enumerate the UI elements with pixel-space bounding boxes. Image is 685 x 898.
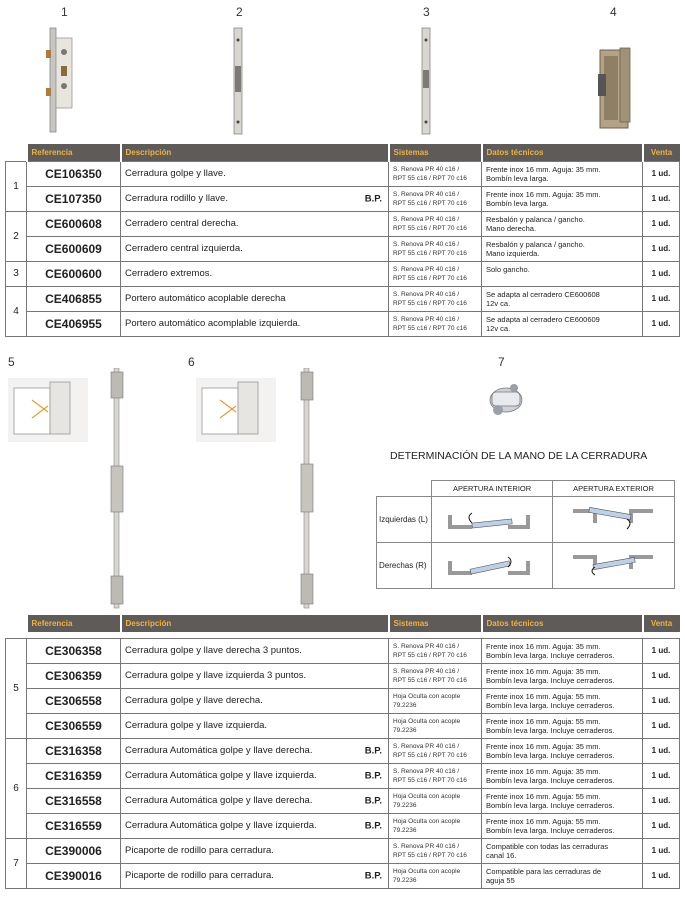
technical-line-2: Bombín leva larga. Incluye cerraderos. [486,750,615,760]
systems-line-1: S. Renova PR 40 c16 / [393,642,460,650]
technical-data-cell [482,663,643,688]
technical-data-cell [482,211,643,236]
table-row [6,638,680,663]
sale-unit: 1 ud. [643,236,680,261]
systems-cell [389,863,482,888]
product-description [121,738,389,763]
group-number: 7 [6,838,27,888]
header-datos-tecnicos: Datos técnicos [482,144,643,161]
hand-determination-table [376,480,675,589]
systems-cell [389,763,482,788]
products-table-2 [5,615,680,889]
product-number-3: 3 [423,5,430,19]
sale-unit: 1 ud. [643,638,680,663]
sale-unit: 1 ud. [643,688,680,713]
description-text: Cerradero central izquierda. [125,243,243,254]
header-descripcion: Descripción [121,615,389,632]
description-text: Cerradero extremos. [125,268,213,279]
products-table-1 [5,144,680,337]
table-row [6,236,680,261]
technical-line-1: Frente inox 16 mm. Aguja: 55 mm. [486,716,601,726]
reference-code: CE316359 [27,763,121,788]
systems-cell [389,813,482,838]
systems-line-1: S. Renova PR 40 c16 / [393,240,460,248]
multipoint-lock-5-image [104,368,128,610]
description-text: Cerradura Automática golpe y llave derecha. [125,745,313,756]
product-description [121,763,389,788]
door-swing-icon [432,543,551,586]
product-number-7: 7 [498,355,505,369]
technical-line-1: Resbalón y palanca / gancho. [486,239,585,249]
systems-line-1: S. Renova PR 40 c16 / [393,742,460,750]
header-apertura-interior: APERTURA INTERIOR [432,481,553,497]
door-illustration-6 [196,378,276,442]
technical-line-1: Compatible con todas las cerraduras [486,841,609,851]
description-text: Cerradura golpe y llave derecha. [125,695,263,706]
systems-line-2: RPT 55 c16 / RPT 70 c16 [393,676,467,684]
reference-code: CE306558 [27,688,121,713]
header-apertura-exterior: APERTURA EXTERIOR [553,481,675,497]
systems-cell [389,688,482,713]
group-number: 2 [6,211,27,261]
description-text: Cerradura Automática golpe y llave derecha. [125,795,313,806]
table-row [6,688,680,713]
table-row [6,161,680,186]
product-number-2: 2 [236,5,243,19]
reference-code: CE106350 [27,161,121,186]
technical-data-cell [482,863,643,888]
systems-cell [389,738,482,763]
header-venta: Venta [643,615,680,632]
technical-line-1: Solo gancho. [486,264,530,274]
systems-cell [389,838,482,863]
diagram-right-interior [432,543,553,589]
reference-code: CE107350 [27,186,121,211]
technical-data-cell [482,186,643,211]
product-description [121,161,389,186]
technical-line-2: Mano izquierda. [486,248,540,258]
header-referencia: Referencia [27,144,121,161]
hand-determination-title: DETERMINACIÓN DE LA MANO DE LA CERRADURA [390,450,648,462]
product-description [121,186,389,211]
technical-data-cell [482,638,643,663]
bp-badge: B.P. [364,870,382,881]
description-text: Cerradura rodillo y llave. [125,193,228,204]
header-venta: Venta [643,144,680,161]
table-row [6,211,680,236]
header-sistemas: Sistemas [389,144,482,161]
reference-code: CE600600 [27,261,121,286]
technical-data-cell [482,311,643,336]
product-description [121,713,389,738]
row-label-izquierdas: Izquierdas (L) [377,497,432,543]
reference-code: CE390006 [27,838,121,863]
technical-line-2: Bombín leva larga. Incluye cerraderos. [486,775,615,785]
technical-line-2: 12v ca. [486,298,511,308]
reference-code: CE390016 [27,863,121,888]
reference-code: CE406955 [27,311,121,336]
systems-cell [389,663,482,688]
technical-line-1: Frente inox 16 mm. Aguja: 55 mm. [486,791,601,801]
systems-cell [389,788,482,813]
product-description [121,236,389,261]
product-description [121,261,389,286]
technical-data-cell [482,261,643,286]
technical-line-1: Frente inox 16 mm. Aguja: 55 mm. [486,691,601,701]
technical-line-1: Frente inox 16 mm. Aguja: 35 mm. [486,641,601,651]
reference-code: CE316558 [27,788,121,813]
reference-code: CE306559 [27,713,121,738]
systems-cell [389,161,482,186]
technical-line-2: canal 16. [486,850,517,860]
product-description [121,788,389,813]
technical-data-cell [482,838,643,863]
systems-line-1: S. Renova PR 40 c16 / [393,265,460,273]
sale-unit: 1 ud. [643,813,680,838]
row-label-derechas: Derechas (R) [377,543,432,589]
technical-line-1: Se adapta al cerradero CE600609 [486,314,600,324]
sale-unit: 1 ud. [643,713,680,738]
technical-data-cell [482,236,643,261]
reference-code: CE306359 [27,663,121,688]
door-illustration-5 [8,378,88,442]
table-row [6,713,680,738]
group-number: 4 [6,286,27,336]
systems-line-1: S. Renova PR 40 c16 / [393,767,460,775]
systems-cell [389,311,482,336]
systems-line-1: S. Renova PR 40 c16 / [393,842,460,850]
sale-unit: 1 ud. [643,788,680,813]
product-description [121,813,389,838]
product-description [121,688,389,713]
product-description [121,863,389,888]
sale-unit: 1 ud. [643,186,680,211]
product-description [121,311,389,336]
group-number: 6 [6,738,27,838]
table-row [6,738,680,763]
systems-line-1: S. Renova PR 40 c16 / [393,290,460,298]
systems-line-1: S. Renova PR 40 c16 / [393,215,460,223]
systems-cell [389,638,482,663]
header-sistemas: Sistemas [389,615,482,632]
sale-unit: 1 ud. [643,286,680,311]
technical-data-cell [482,813,643,838]
technical-data-cell [482,788,643,813]
strike-plate-end-image [416,26,436,138]
systems-line-1: Hoja Oculta con acople [393,792,461,800]
systems-line-1: Hoja Oculta con acople [393,867,461,875]
systems-line-2: 79.2236 [393,876,417,884]
systems-cell [389,286,482,311]
table-row [6,788,680,813]
table-row [6,813,680,838]
reference-code: CE316358 [27,738,121,763]
group-number: 5 [6,638,27,738]
technical-line-1: Frente inox 16 mm. Aguja: 55 mm. [486,816,601,826]
technical-line-1: Frente inox 16 mm. Aguja: 35 mm. [486,741,601,751]
technical-line-1: Frente inox 16 mm. Aguja: 35 mm. [486,189,601,199]
product-number-4: 4 [610,5,617,19]
bp-badge: B.P. [364,770,382,781]
product-description [121,286,389,311]
bp-badge: B.P. [364,795,382,806]
technical-line-2: Bombín leva larga. Incluye cerraderos. [486,800,615,810]
systems-line-2: RPT 55 c16 / RPT 70 c16 [393,299,467,307]
bp-badge: B.P. [364,193,382,204]
product-description [121,638,389,663]
reference-code: CE406855 [27,286,121,311]
product-description [121,211,389,236]
door-swing-icon [432,497,551,540]
header-descripcion: Descripción [121,144,389,161]
technical-line-2: 12v ca. [486,323,511,333]
table-row [6,261,680,286]
technical-line-2: Bombín leva larga. [486,173,549,183]
door-swing-icon [553,543,673,586]
table-row [6,186,680,211]
systems-line-2: RPT 55 c16 / RPT 70 c16 [393,324,467,332]
systems-line-1: S. Renova PR 40 c16 / [393,667,460,675]
technical-line-2: Bombín leva larga. Incluye cerraderos. [486,675,615,685]
multipoint-lock-6-image [294,368,318,610]
systems-line-1: Hoja Oculta con acople [393,692,461,700]
systems-line-2: RPT 55 c16 / RPT 70 c16 [393,249,467,257]
systems-line-2: RPT 55 c16 / RPT 70 c16 [393,224,467,232]
technical-line-1: Compatible para las cerraduras de [486,866,602,876]
diagram-left-interior [432,497,553,543]
lock-body-image [40,22,80,134]
systems-cell [389,186,482,211]
roller-latch-image [478,370,534,426]
technical-data-cell [482,161,643,186]
description-text: Portero automático acoplable derecha [125,293,286,304]
reference-code: CE316559 [27,813,121,838]
systems-line-2: RPT 55 c16 / RPT 70 c16 [393,851,467,859]
product-number-6: 6 [188,355,195,369]
table-row [6,863,680,888]
systems-line-2: RPT 55 c16 / RPT 70 c16 [393,274,467,282]
sale-unit: 1 ud. [643,663,680,688]
diagram-right-exterior [553,543,675,589]
systems-line-1: S. Renova PR 40 c16 / [393,165,460,173]
group-number: 1 [6,161,27,211]
sale-unit: 1 ud. [643,311,680,336]
technical-line-1: Resbalón y palanca / gancho. [486,214,585,224]
product-description [121,838,389,863]
technical-line-1: Frente inox 16 mm. Aguja: 35 mm. [486,766,601,776]
table-row [6,311,680,336]
systems-cell [389,211,482,236]
technical-line-2: aguja 55 [486,875,515,885]
technical-line-2: Bombín leva larga. Incluye cerraderos. [486,650,615,660]
strike-plate-image [228,26,248,138]
systems-cell [389,236,482,261]
sale-unit: 1 ud. [643,261,680,286]
technical-line-1: Frente inox 16 mm. Aguja: 35 mm. [486,164,601,174]
diagram-left-exterior [553,497,675,543]
systems-line-2: RPT 55 c16 / RPT 70 c16 [393,751,467,759]
description-text: Picaporte de rodillo para cerradura. [125,845,274,856]
product-description [121,663,389,688]
description-text: Cerradura golpe y llave derecha 3 puntos. [125,645,302,656]
description-text: Portero automático acomplable izquierda. [125,318,301,329]
sale-unit: 1 ud. [643,763,680,788]
sale-unit: 1 ud. [643,161,680,186]
systems-line-2: 79.2236 [393,726,417,734]
description-text: Cerradero central derecha. [125,218,239,229]
systems-line-2: RPT 55 c16 / RPT 70 c16 [393,651,467,659]
sale-unit: 1 ud. [643,211,680,236]
systems-line-1: S. Renova PR 40 c16 / [393,190,460,198]
technical-line-2: Bombín leva larga. Incluye cerraderos. [486,700,615,710]
technical-data-cell [482,286,643,311]
product-number-5: 5 [8,355,15,369]
table-row [6,838,680,863]
sale-unit: 1 ud. [643,838,680,863]
technical-line-1: Se adapta al cerradero CE600608 [486,289,600,299]
bp-badge: B.P. [364,745,382,756]
description-text: Cerradura golpe y llave. [125,168,226,179]
header-datos-tecnicos: Datos técnicos [482,615,643,632]
table-row [6,286,680,311]
technical-line-1: Frente inox 16 mm. Aguja: 35 mm. [486,666,601,676]
door-swing-icon [553,497,673,540]
description-text: Cerradura golpe y llave izquierda. [125,720,268,731]
technical-data-cell [482,713,643,738]
description-text: Cerradura golpe y llave izquierda 3 puntos. [125,670,307,681]
sale-unit: 1 ud. [643,863,680,888]
product-number-1: 1 [61,5,68,19]
systems-cell [389,713,482,738]
reference-code: CE306358 [27,638,121,663]
technical-data-cell [482,688,643,713]
table-row [6,763,680,788]
technical-line-2: Mano derecha. [486,223,537,233]
description-text: Cerradura Automática golpe y llave izquierda. [125,770,317,781]
systems-line-2: RPT 55 c16 / RPT 70 c16 [393,174,467,182]
description-text: Cerradura Automática golpe y llave izquierda. [125,820,317,831]
group-number: 3 [6,261,27,286]
systems-line-1: Hoja Oculta con acople [393,817,461,825]
table-row [6,663,680,688]
description-text: Picaporte de rodillo para cerradura. [125,870,274,881]
reference-code: CE600608 [27,211,121,236]
systems-line-2: 79.2236 [393,701,417,709]
technical-data-cell [482,738,643,763]
bp-badge: B.P. [364,820,382,831]
technical-line-2: Bombín leva larga. Incluye cerraderos. [486,825,615,835]
systems-line-1: S. Renova PR 40 c16 / [393,315,460,323]
systems-line-2: RPT 55 c16 / RPT 70 c16 [393,199,467,207]
electric-strike-image [590,44,640,134]
header-referencia: Referencia [27,615,121,632]
systems-line-1: Hoja Oculta con acople [393,717,461,725]
technical-line-2: Bombín leva larga. [486,198,549,208]
systems-line-2: 79.2236 [393,826,417,834]
systems-cell [389,261,482,286]
technical-data-cell [482,763,643,788]
systems-line-2: RPT 55 c16 / RPT 70 c16 [393,776,467,784]
technical-line-2: Bombín leva larga. Incluye cerraderos. [486,725,615,735]
systems-line-2: 79.2236 [393,801,417,809]
reference-code: CE600609 [27,236,121,261]
sale-unit: 1 ud. [643,738,680,763]
